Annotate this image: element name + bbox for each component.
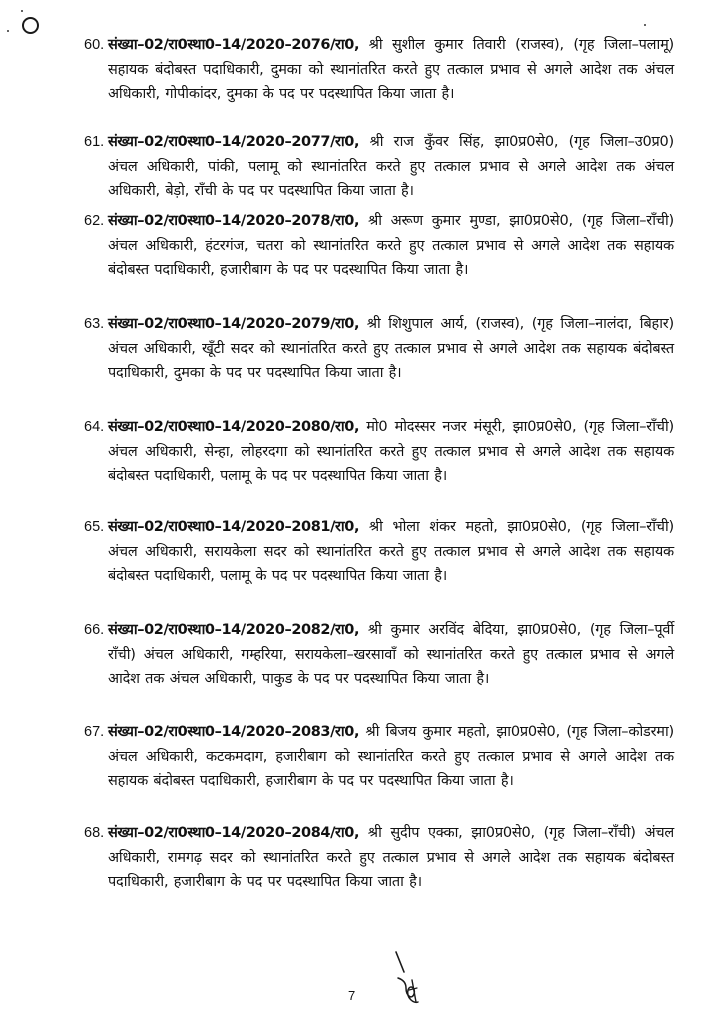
item-number: 67. [84,724,105,740]
item-number: 64. [84,419,105,435]
item-text: श्री सुदीप एक्का, झा0प्र0से0, (गृह जिला–राँची) अंचल अधिकारी, रामगढ़ सदर को स्थानांतरित करते हुए तत्काल प्रभाव से अगले आदेश तक सहायक बंदोबस्त पदाधिकारी, हजारीबाग के पद पर पदस्थापित किया जाता है। [108,825,674,890]
item-number: 62. [84,213,105,229]
item-body [108,618,674,692]
item-body [108,33,674,107]
order-item [84,312,674,386]
reference-number: संख्या–02/रा0स्था0–14/2020–2083/रा0, [108,724,360,740]
item-body [108,720,674,794]
page-number: 7 [348,988,356,1003]
order-item [84,618,674,692]
order-item [84,821,674,895]
item-text: श्री राज कुँवर सिंह, झा0प्र0से0, (गृह जिला–उ0प्र0) अंचल अधिकारी, पांकी, पलामू को स्थानांतरित करते हुए तत्काल प्रभाव से अगले आदेश तक अंचल अधिकारी, बेड़ो, राँची के पद पर पदस्थापित किया जाता है। [108,134,674,199]
reference-number: संख्या–02/रा0स्था0–14/2020–2080/रा0, [108,419,360,435]
reference-number: संख्या–02/रा0स्था0–14/2020–2079/रा0, [108,316,360,332]
item-body [108,415,674,489]
item-text: श्री अरूण कुमार मुण्डा, झा0प्र0से0, (गृह जिला–राँची) अंचल अधिकारी, हंटरगंज, चतरा को स्थानांतरित करते हुए तत्काल प्रभाव से अगले आदेश तक सहायक बंदोबस्त पदाधिकारी, हजारीबाग के पद पर पदस्थापित किया जाता है। [108,213,674,278]
punch-hole-mark [22,17,39,34]
order-item [84,515,674,589]
reference-number: संख्या–02/रा0स्था0–14/2020–2077/रा0, [108,134,360,150]
reference-number: संख्या–02/रा0स्था0–14/2020–2076/रा0, [108,37,360,53]
item-number: 68. [84,825,105,841]
scan-speck [21,10,23,12]
scan-speck [644,24,646,26]
reference-number: संख्या–02/रा0स्था0–14/2020–2084/रा0, [108,825,360,841]
item-text: श्री बिजय कुमार महतो, झा0प्र0से0, (गृह जिला–कोडरमा) अंचल अधिकारी, कटकमदाग, हजारीबाग को स्थानांतरित करते हुए तत्काल प्रभाव से अगले आदेश तक सहायक बंदोबस्त पदाधिकारी, हजारीबाग के पद पर पदस्थापित किया जाता है। [108,724,674,789]
item-text: श्री सुशील कुमार तिवारी (राजस्व), (गृह जिला–पलामू) सहायक बंदोबस्त पदाधिकारी, दुमका को स्थानांतरित करते हुए तत्काल प्रभाव से अगले आदेश तक अंचल अधिकारी, गोपीकांदर, दुमका के पद पर पदस्थापित किया जाता है। [108,37,674,102]
reference-number: संख्या–02/रा0स्था0–14/2020–2081/रा0, [108,519,360,535]
item-body [108,209,674,283]
item-text: श्री कुमार अरविंद बेदिया, झा0प्र0से0, (गृह जिला–पूर्वी राँची) अंचल अधिकारी, गम्हरिया, सरायकेला–खरसावाँ को स्थानांतरित करते हुए तत्काल प्रभाव से अगले आदेश तक अंचल अधिकारी, पाकुड के पद पर पदस्थापित किया जाता है। [108,622,674,687]
item-text: श्री भोला शंकर महतो, झा0प्र0से0, (गृह जिला–राँची) अंचल अधिकारी, सरायकेला सदर को स्थानांतरित करते हुए तत्काल प्रभाव से अगले आदेश तक सहायक बंदोबस्त पदाधिकारी, पलामू के पद पर पदस्थापित किया जाता है। [108,519,674,584]
order-item [84,415,674,489]
item-number: 60. [84,37,105,53]
item-text: मो0 मोदस्सर नजर मंसूरी, झा0प्र0से0, (गृह जिला–राँची) अंचल अधिकारी, सेन्हा, लोहरदगा को स्थानांतरित करते हुए तत्काल प्रभाव से अगले आदेश तक सहायक बंदोबस्त पदाधिकारी, पलामू के पद पर पदस्थापित किया जाता है। [108,419,674,484]
order-item [84,209,674,283]
order-item [84,720,674,794]
item-body [108,312,674,386]
item-number: 63. [84,316,105,332]
handwritten-signature [392,950,424,1010]
item-text: श्री शिशुपाल आर्य, (राजस्व), (गृह जिला–नालंदा, बिहार) अंचल अधिकारी, खूँटी सदर को स्थानांतरित करते हुए तत्काल प्रभाव से अगले आदेश तक सहायक बंदोबस्त पदाधिकारी, दुमका के पद पर पदस्थापित किया जाता है। [108,316,674,381]
reference-number: संख्या–02/रा0स्था0–14/2020–2082/रा0, [108,622,360,638]
order-item [84,130,674,204]
reference-number: संख्या–02/रा0स्था0–14/2020–2078/रा0, [108,213,360,229]
item-number: 66. [84,622,105,638]
scan-speck [7,30,9,32]
item-body [108,515,674,589]
order-item [84,33,674,107]
item-body [108,130,674,204]
item-number: 65. [84,519,105,535]
item-number: 61. [84,134,105,150]
item-body [108,821,674,895]
